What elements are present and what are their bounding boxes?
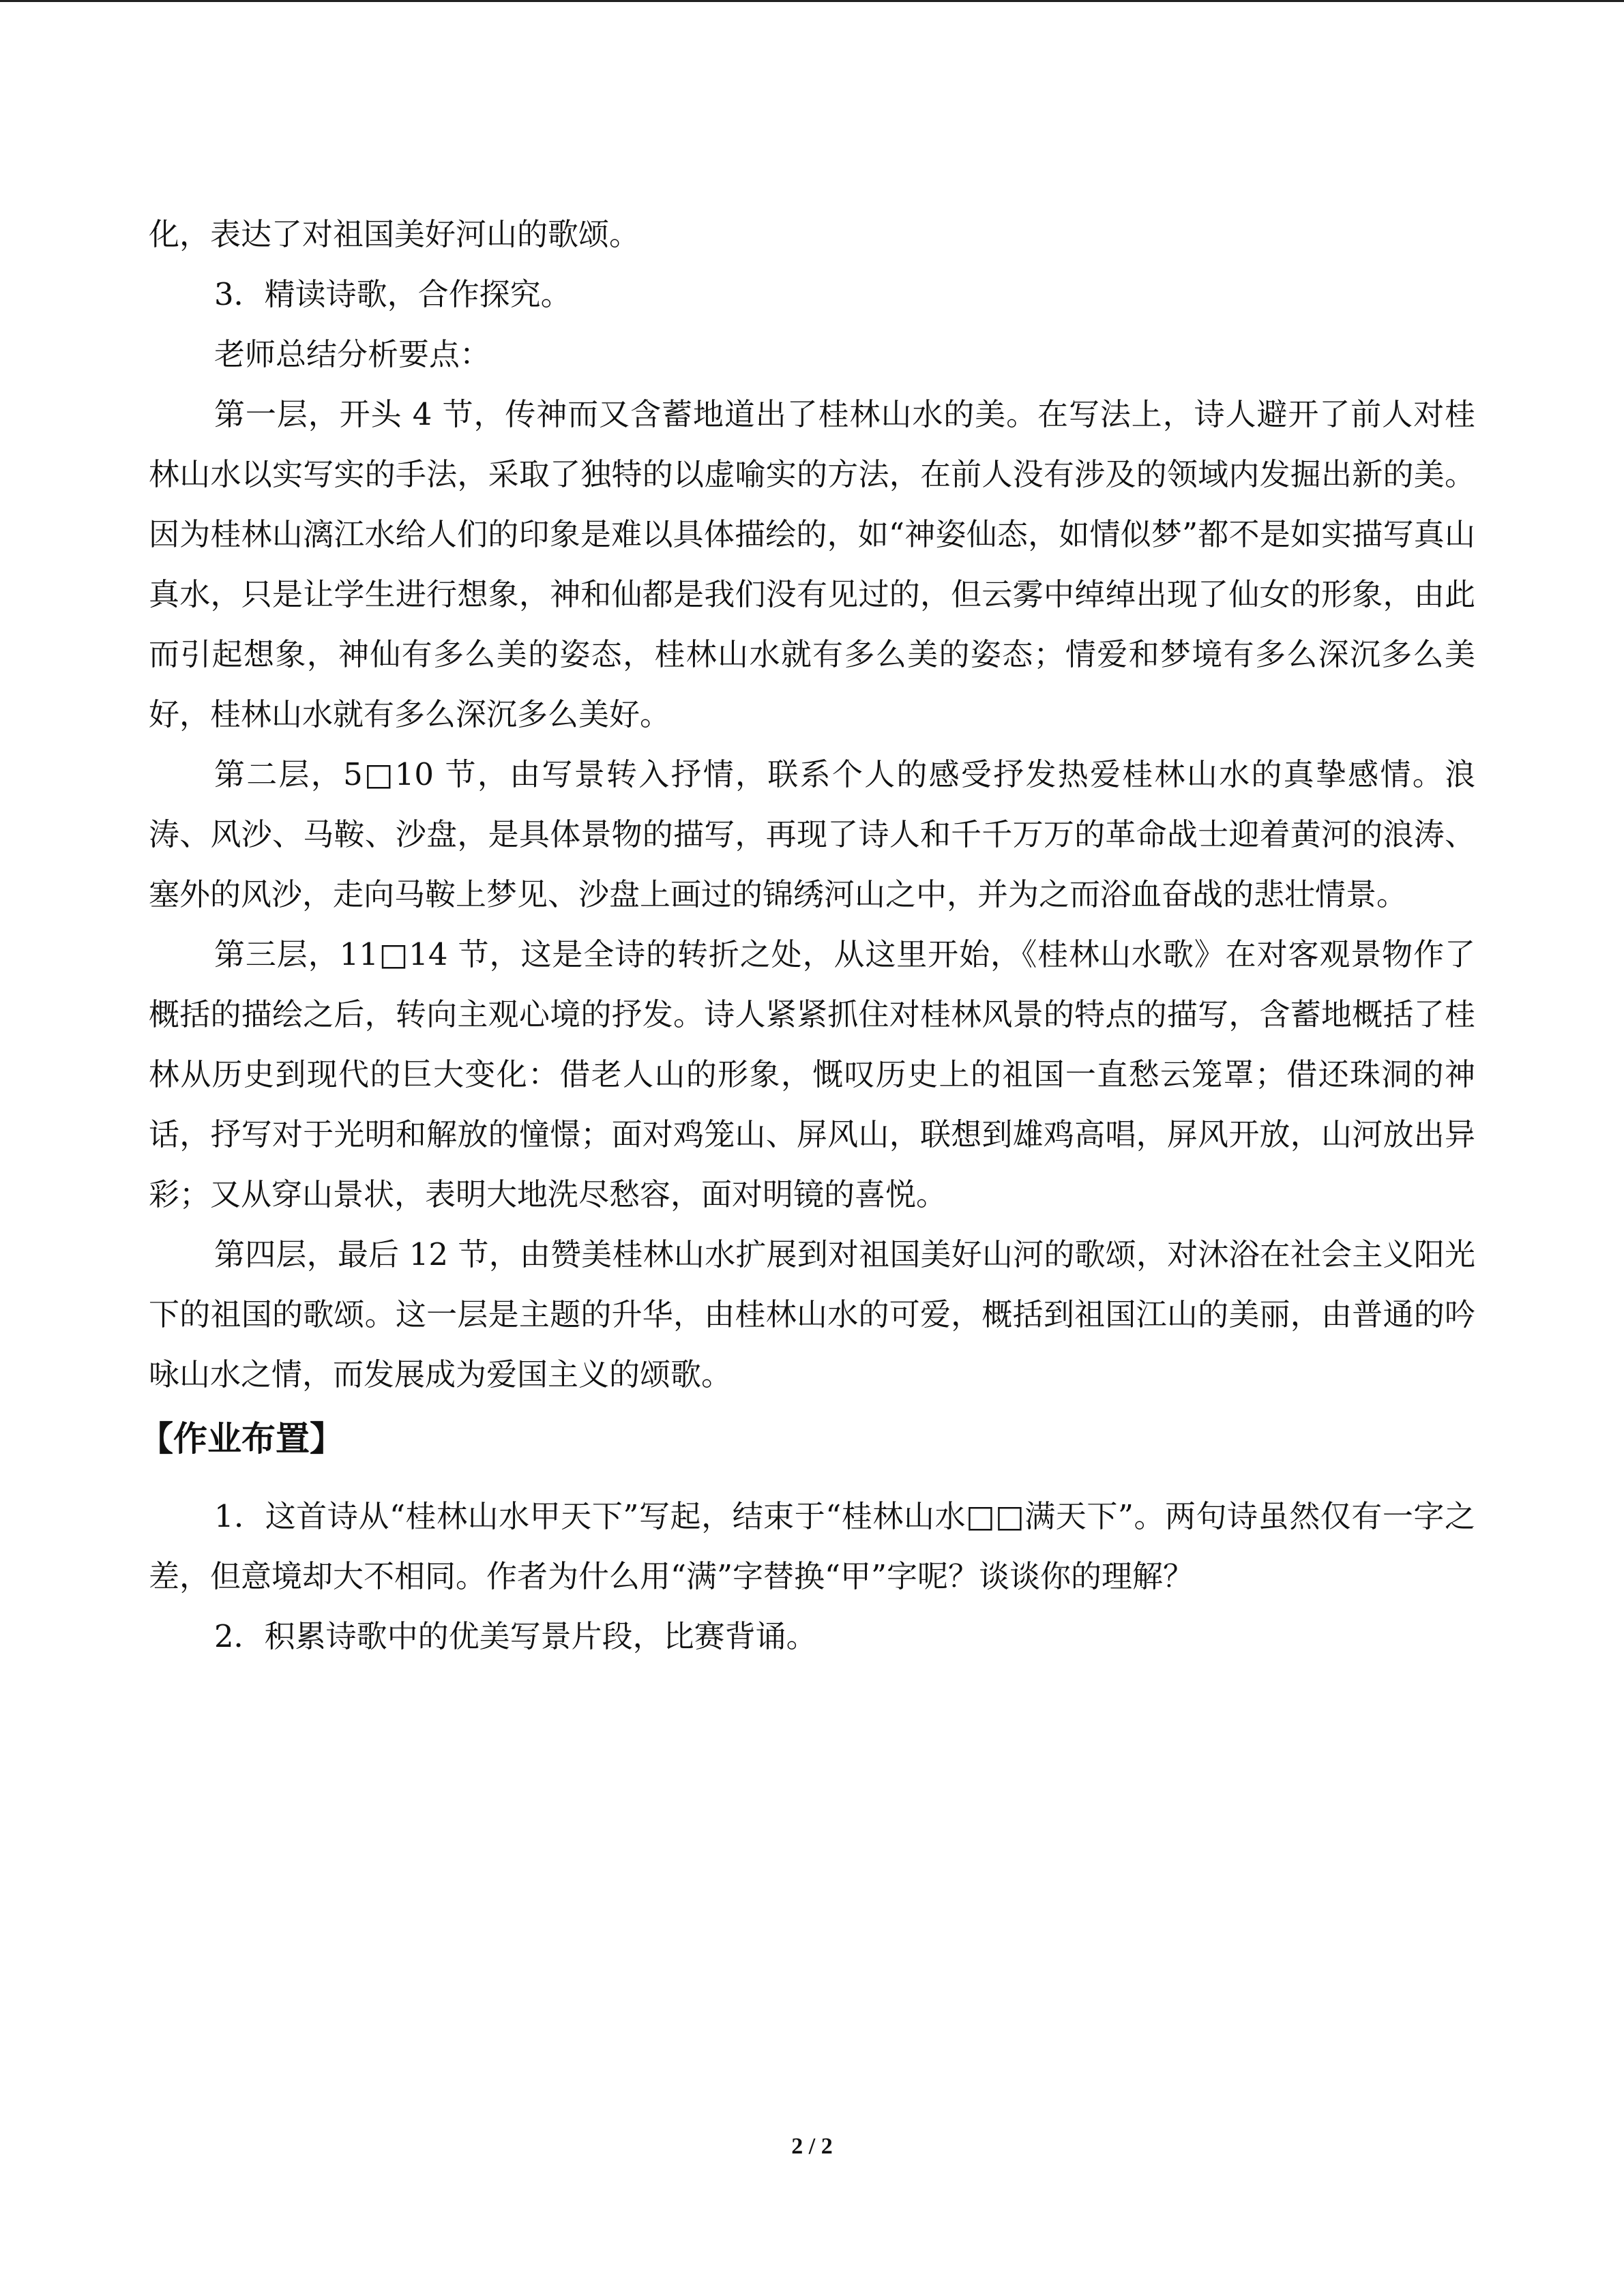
document-body bbox=[139, 205, 1475, 1667]
paragraph-layer-1: 第一层，开头 4 节，传神而又含蓄地道出了桂林山水的美。在写法上，诗人避开了前人对桂林山水以实写实的手法，采取了独特的以虚喻实的方法，在前人没有涉及的领域内发掘出新的美。因为桂林山漓江水给人们的印象是难以具体描绘的，如“神姿仙态，如情似梦”都不是如实描写真山真水，只是让学生进行想象，神和仙都是我们没有见过的，但云雾中绰绰出现了仙女的形象，由此而引起想象，神仙有多么美的姿态，桂林山水就有多么美的姿态；情爱和梦境有多么深沉多么美好，桂林山水就有多么深沉多么美好。 bbox=[149, 396, 1475, 732]
paragraph-layer-4: 第四层，最后 12 节，由赞美桂林山水扩展到对祖国美好山河的歌颂，对沐浴在社会主义阳光下的祖国的歌颂。这一层是主题的升华，由桂林山水的可爱，概括到祖国江山的美丽，由普通的吟咏山水之情，而发展成为爱国主义的颂歌。 bbox=[149, 1236, 1475, 1392]
page-number: 2 / 2 bbox=[791, 2134, 833, 2159]
homework-item-2: 2．积累诗歌中的优美写景片段，比赛背诵。 bbox=[214, 1618, 817, 1654]
paragraph-continuation: 化，表达了对祖国美好河山的歌颂。 bbox=[149, 216, 640, 252]
paragraph-layer-2: 第二层，5□10 节，由写景转入抒情，联系个人的感受抒发热爱桂林山水的真挚感情。浪涛、风沙、马鞍、沙盘，是具体景物的描写，再现了诗人和千千万万的革命战士迎着黄河的浪涛、塞外的风沙，走向马鞍上梦见、沙盘上画过的锦绣河山之中，并为之而浴血奋战的悲壮情景。 bbox=[149, 756, 1475, 912]
homework-item-1: 1．这首诗从“桂林山水甲天下”写起，结束于“桂林山水□□满天下”。两句诗虽然仅有一字之差，但意境却大不相同。作者为什么用“满”字替换“甲”字呢？谈谈你的理解？ bbox=[149, 1498, 1475, 1594]
paragraph-teacher-summary: 老师总结分析要点： bbox=[214, 336, 491, 372]
paragraph-layer-3: 第三层，11□14 节，这是全诗的转折之处，从这里开始，《桂林山水歌》在对客观景物作了概括的描绘之后，转向主观心境的抒发。诗人紧紧抓住对桂林风景的特点的描写，含蓄地概括了桂林从历史到现代的巨大变化：借老人山的形象，慨叹历史上的祖国一直愁云笼罩；借还珠洞的神话，抒写对于光明和解放的憧憬；面对鸡笼山、屏风山，联想到雄鸡高唱，屏风开放，山河放出异彩；又从穿山景状，表明大地洗尽愁容，面对明镜的喜悦。 bbox=[149, 936, 1475, 1212]
paragraph-step-3: 3．精读诗歌，合作探究。 bbox=[214, 276, 572, 312]
top-border-rule bbox=[0, 0, 1624, 2]
homework-heading: 【作业布置】 bbox=[139, 1419, 344, 1459]
